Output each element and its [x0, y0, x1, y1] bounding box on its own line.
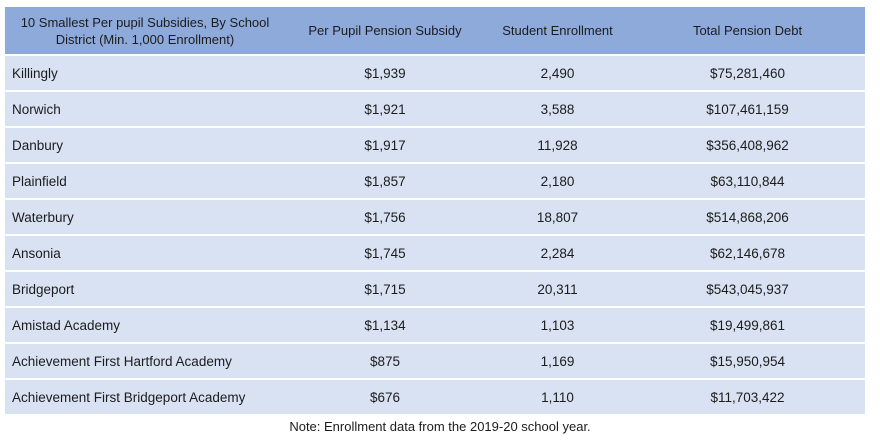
debt-cell: $75,281,460 [630, 56, 865, 90]
subsidy-cell: $1,921 [285, 92, 485, 126]
header-row [5, 7, 865, 54]
enrollment-cell: 18,807 [485, 200, 630, 234]
subsidy-cell: $1,939 [285, 56, 485, 90]
subsidy-cell: $875 [285, 344, 485, 378]
pension-subsidy-table [5, 5, 865, 416]
district-cell: Norwich [5, 92, 285, 126]
district-cell: Killingly [5, 56, 285, 90]
debt-cell: $543,045,937 [630, 272, 865, 306]
subsidy-cell: $1,134 [285, 308, 485, 342]
debt-cell: $11,703,422 [630, 380, 865, 414]
table-row [5, 344, 865, 378]
subsidy-cell: $1,745 [285, 236, 485, 270]
district-cell: Waterbury [5, 200, 285, 234]
debt-cell: $356,408,962 [630, 128, 865, 162]
table-row [5, 380, 865, 414]
debt-cell: $107,461,159 [630, 92, 865, 126]
table-row [5, 164, 865, 198]
debt-cell: $514,868,206 [630, 200, 865, 234]
table-row [5, 236, 865, 270]
subsidy-cell: $676 [285, 380, 485, 414]
district-cell: Ansonia [5, 236, 285, 270]
table-row [5, 128, 865, 162]
subsidy-cell: $1,756 [285, 200, 485, 234]
district-cell: Achievement First Bridgeport Academy [5, 380, 285, 414]
table-row [5, 200, 865, 234]
header-district: 10 Smallest Per pupil Subsidies, By School District (Min. 1,000 Enrollment) [5, 7, 285, 54]
enrollment-cell: 20,311 [485, 272, 630, 306]
subsidy-cell: $1,857 [285, 164, 485, 198]
enrollment-cell: 2,180 [485, 164, 630, 198]
district-cell: Danbury [5, 128, 285, 162]
enrollment-cell: 1,169 [485, 344, 630, 378]
enrollment-cell: 3,588 [485, 92, 630, 126]
enrollment-cell: 2,490 [485, 56, 630, 90]
table-row [5, 272, 865, 306]
district-cell: Achievement First Hartford Academy [5, 344, 285, 378]
table-row [5, 308, 865, 342]
header-per-pupil-subsidy: Per Pupil Pension Subsidy [285, 7, 485, 54]
table-row [5, 92, 865, 126]
debt-cell: $62,146,678 [630, 236, 865, 270]
header-total-pension-debt: Total Pension Debt [630, 7, 865, 54]
enrollment-cell: 2,284 [485, 236, 630, 270]
district-cell: Bridgeport [5, 272, 285, 306]
header-student-enrollment: Student Enrollment [485, 7, 630, 54]
debt-cell: $15,950,954 [630, 344, 865, 378]
debt-cell: $19,499,861 [630, 308, 865, 342]
debt-cell: $63,110,844 [630, 164, 865, 198]
enrollment-cell: 1,103 [485, 308, 630, 342]
district-cell: Plainfield [5, 164, 285, 198]
enrollment-cell: 11,928 [485, 128, 630, 162]
subsidy-cell: $1,715 [285, 272, 485, 306]
enrollment-cell: 1,110 [485, 380, 630, 414]
district-cell: Amistad Academy [5, 308, 285, 342]
table-row [5, 56, 865, 90]
subsidy-cell: $1,917 [285, 128, 485, 162]
table-note: Note: Enrollment data from the 2019-20 school year. [289, 419, 591, 434]
